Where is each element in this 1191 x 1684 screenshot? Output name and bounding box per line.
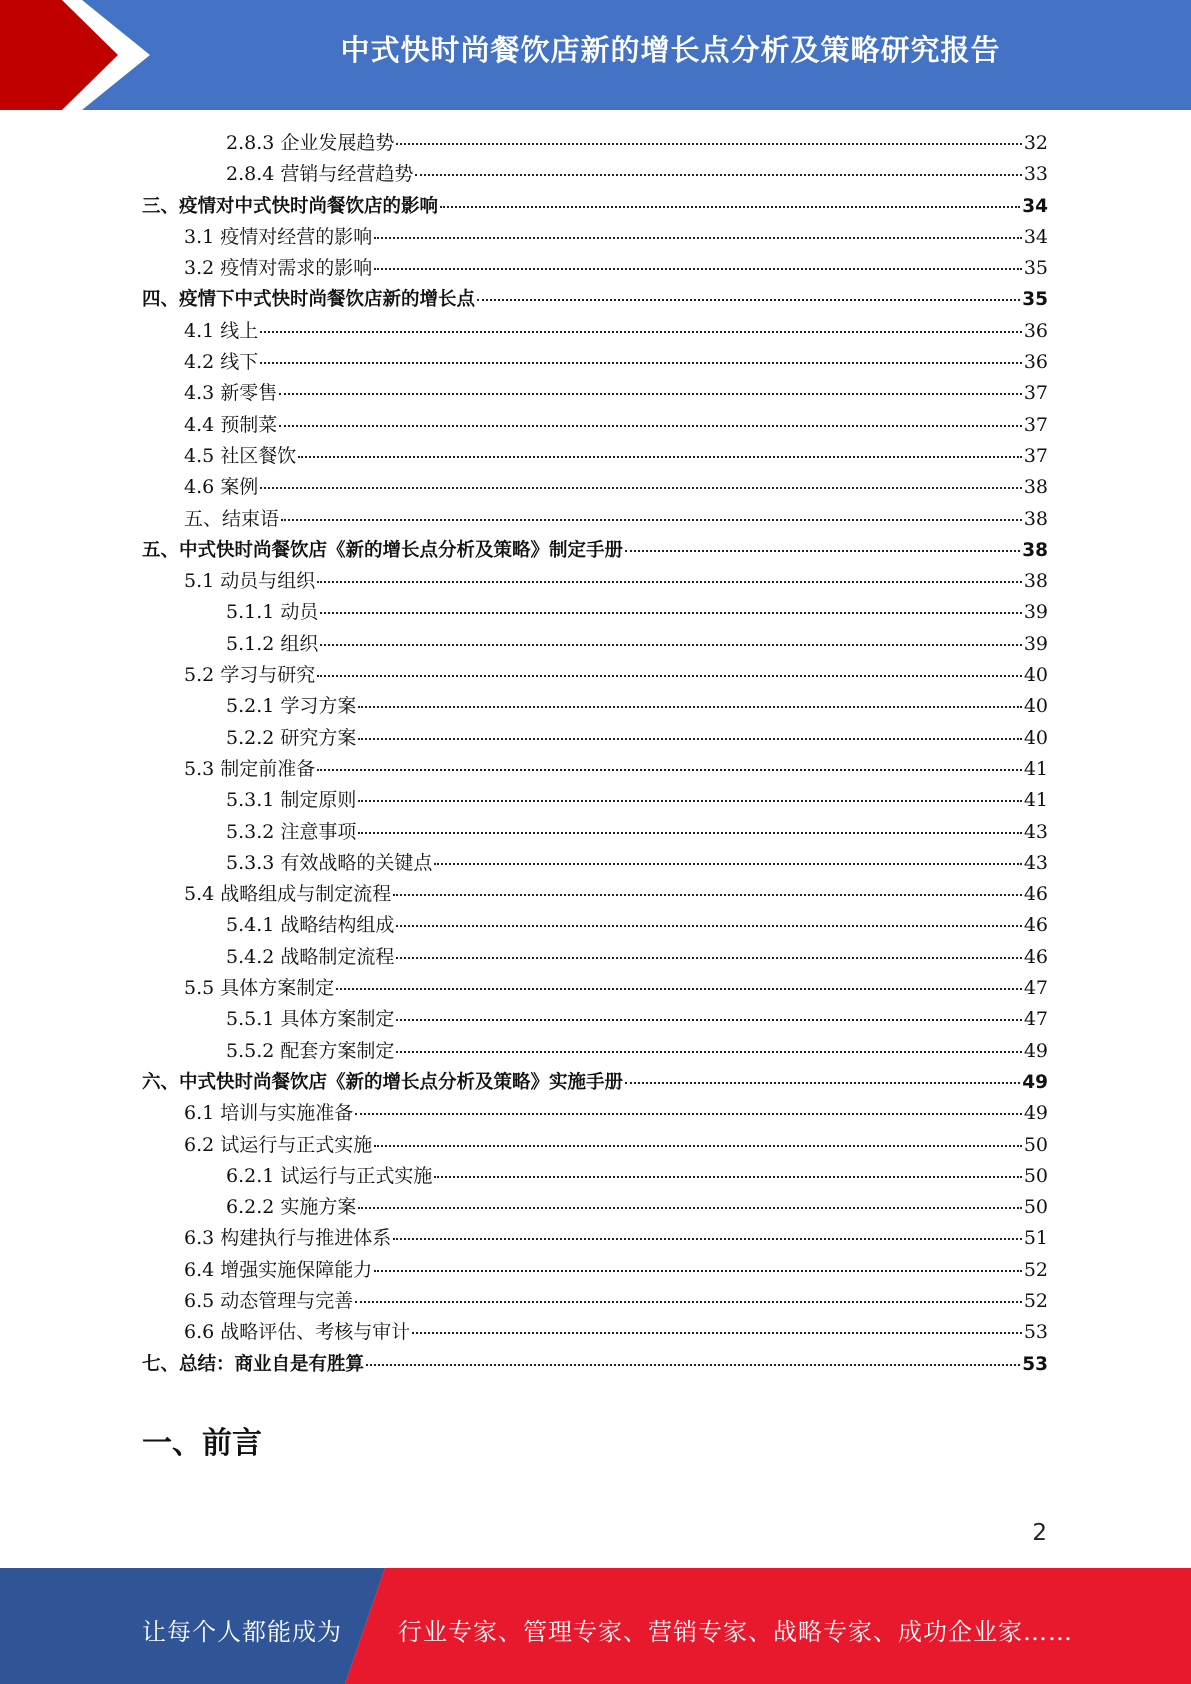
toc-entry-page: 33: [1023, 163, 1048, 186]
toc-entry-label: 4.2 线下: [184, 351, 259, 374]
toc-dot-leader: [434, 1175, 1021, 1178]
toc-entry-page: 38: [1023, 570, 1048, 593]
toc-entry-page: 40: [1023, 664, 1048, 687]
toc-entry-page: 37: [1023, 413, 1048, 436]
toc-entry-page: 43: [1023, 851, 1048, 874]
toc-dot-leader: [358, 737, 1021, 740]
toc-entry-page: 49: [1022, 1071, 1048, 1093]
toc-dot-leader: [396, 142, 1021, 145]
toc-dot-leader: [440, 205, 1020, 208]
section-heading: 一、前言: [142, 1426, 262, 1461]
toc-dot-leader: [396, 956, 1021, 959]
document-title: 中式快时尚餐饮店新的增长点分析及策略研究报告: [340, 33, 1001, 67]
toc-entry-page: 46: [1023, 883, 1048, 906]
toc-entry-page: 49: [1023, 1039, 1048, 1062]
toc-entry-page: 40: [1023, 695, 1048, 718]
toc-entry-label: 5.5 具体方案制定: [184, 977, 335, 1000]
toc-entry-label: 3.1 疫情对经营的影响: [184, 225, 373, 248]
toc-entry[interactable]: [142, 378, 1048, 409]
toc-entry-label: 3.2 疫情对需求的影响: [184, 257, 373, 280]
toc-entry-label: 6.2.1 试运行与正式实施: [226, 1164, 433, 1187]
toc-dot-leader: [279, 392, 1022, 395]
toc-entry[interactable]: [142, 284, 1048, 315]
toc-entry-label: 4.5 社区餐饮: [184, 444, 297, 467]
toc-entry-label: 三、疫情对中式快时尚餐饮店的影响: [142, 195, 439, 217]
toc-entry[interactable]: [142, 1223, 1048, 1254]
toc-entry-page: 37: [1023, 444, 1048, 467]
toc-entry-page: 51: [1023, 1227, 1048, 1250]
toc-dot-leader: [625, 549, 1020, 552]
toc-entry-label: 5.1 动员与组织: [184, 570, 316, 593]
toc-entry-label: 6.5 动态管理与完善: [184, 1289, 354, 1312]
toc-entry-page: 53: [1022, 1353, 1048, 1375]
toc-entry-page: 36: [1023, 351, 1048, 374]
toc-dot-leader: [358, 705, 1021, 708]
toc-dot-leader: [317, 768, 1022, 771]
toc-entry[interactable]: [142, 504, 1048, 535]
toc-entry[interactable]: [142, 1286, 1048, 1317]
toc-entry[interactable]: [142, 785, 1048, 816]
toc-entry[interactable]: [142, 723, 1048, 754]
toc-entry-label: 5.2.2 研究方案: [226, 726, 357, 749]
toc-entry-label: 4.4 预制菜: [184, 413, 278, 436]
toc-dot-leader: [279, 424, 1022, 427]
toc-entry-label: 七、总结：商业自是有胜算: [142, 1353, 365, 1375]
toc-dot-leader: [366, 1363, 1020, 1366]
toc-entry-page: 32: [1023, 132, 1048, 154]
toc-entry-label: 5.1.2 组织: [226, 632, 319, 655]
toc-entry-page: 37: [1023, 382, 1048, 405]
toc-entry[interactable]: [142, 566, 1048, 597]
toc-dot-leader: [320, 643, 1021, 646]
toc-entry[interactable]: [142, 222, 1048, 253]
toc-entry[interactable]: [142, 1098, 1048, 1129]
toc-entry[interactable]: [142, 879, 1048, 910]
toc-dot-leader: [281, 518, 1022, 521]
toc-dot-leader: [374, 267, 1022, 270]
toc-entry[interactable]: [142, 472, 1048, 503]
toc-dot-leader: [396, 924, 1021, 927]
toc-dot-leader: [415, 173, 1021, 176]
toc-entry-label: 5.3 制定前准备: [184, 757, 316, 780]
toc-entry-label: 五、中式快时尚餐饮店《新的增长点分析及策略》制定手册: [142, 539, 624, 561]
toc-entry-page: 38: [1023, 476, 1048, 499]
toc-entry[interactable]: [142, 1004, 1048, 1035]
toc-entry[interactable]: [142, 535, 1048, 566]
toc-entry[interactable]: [142, 629, 1048, 660]
toc-entry[interactable]: [142, 316, 1048, 347]
toc-entry-page: 39: [1023, 601, 1048, 624]
toc-entry-page: 39: [1023, 632, 1048, 655]
toc-entry-page: 53: [1023, 1321, 1048, 1344]
toc-entry-label: 五、结束语: [184, 507, 280, 530]
toc-entry-page: 36: [1023, 319, 1048, 342]
toc-entry-label: 6.4 增强实施保障能力: [184, 1258, 373, 1281]
toc-dot-leader: [358, 799, 1021, 802]
toc-entry-label: 5.3.2 注意事项: [226, 820, 357, 843]
toc-entry[interactable]: [142, 253, 1048, 284]
toc-dot-leader: [393, 1237, 1022, 1240]
toc-dot-leader: [396, 1018, 1021, 1021]
toc-entry-label: 5.5.2 配套方案制定: [226, 1039, 395, 1062]
toc-entry-label: 5.5.1 具体方案制定: [226, 1008, 395, 1031]
toc-dot-leader: [358, 1206, 1021, 1209]
toc-entry[interactable]: [142, 848, 1048, 879]
toc-dot-leader: [355, 1112, 1022, 1115]
toc-entry-page: 34: [1022, 195, 1048, 217]
toc-entry-label: 四、疫情下中式快时尚餐饮店新的增长点: [142, 289, 476, 311]
toc-entry-label: 5.3.1 制定原则: [226, 789, 357, 812]
toc-entry-label: 5.4 战略组成与制定流程: [184, 883, 392, 906]
toc-entry-page: 40: [1023, 726, 1048, 749]
toc-entry-page: 47: [1023, 1008, 1048, 1031]
toc-entry-page: 46: [1023, 945, 1048, 968]
toc-dot-leader: [260, 486, 1022, 489]
toc-dot-leader: [298, 455, 1022, 458]
toc-entry-label: 5.4.1 战略结构组成: [226, 914, 395, 937]
toc-entry[interactable]: [142, 1317, 1048, 1348]
toc-entry[interactable]: [142, 1349, 1048, 1380]
toc-entry[interactable]: [142, 910, 1048, 941]
toc-entry[interactable]: [142, 691, 1048, 722]
toc-entry-page: 52: [1023, 1289, 1048, 1312]
toc-entry-page: 38: [1022, 539, 1048, 561]
toc-dot-leader: [355, 1300, 1022, 1303]
toc-entry-label: 5.2.1 学习方案: [226, 695, 357, 718]
toc-dot-leader: [396, 1050, 1021, 1053]
toc-dot-leader: [393, 893, 1022, 896]
toc-dot-leader: [317, 580, 1022, 583]
toc-dot-leader: [320, 611, 1021, 614]
toc-entry-page: 38: [1023, 507, 1048, 530]
toc-dot-leader: [625, 1081, 1020, 1084]
toc-entry-page: 43: [1023, 820, 1048, 843]
toc-entry[interactable]: [142, 441, 1048, 472]
toc-entry-label: 2.8.4 营销与经营趋势: [226, 163, 414, 186]
toc-entry[interactable]: [142, 1036, 1048, 1067]
toc-dot-leader: [374, 1144, 1022, 1147]
toc-dot-leader: [260, 330, 1022, 333]
toc-entry-page: 50: [1023, 1164, 1048, 1187]
toc-entry-page: 41: [1023, 789, 1048, 812]
toc-entry-label: 4.1 线上: [184, 319, 259, 342]
toc-entry[interactable]: [142, 1255, 1048, 1286]
toc-dot-leader: [412, 1331, 1022, 1334]
toc-dot-leader: [336, 987, 1022, 990]
toc-entry-label: 5.2 学习与研究: [184, 664, 316, 687]
toc-entry[interactable]: [142, 159, 1048, 190]
toc-entry[interactable]: [142, 1130, 1048, 1161]
toc-entry-page: 35: [1023, 257, 1048, 280]
toc-entry-label: 六、中式快时尚餐饮店《新的增长点分析及策略》实施手册: [142, 1071, 624, 1093]
toc-entry[interactable]: [142, 410, 1048, 441]
toc-entry-label: 6.3 构建执行与推进体系: [184, 1227, 392, 1250]
toc-dot-leader: [374, 1269, 1022, 1272]
toc-entry[interactable]: [142, 942, 1048, 973]
toc-entry-page: 34: [1023, 225, 1048, 248]
toc-dot-leader: [317, 674, 1022, 677]
toc-entry-page: 35: [1022, 289, 1048, 311]
toc-dot-leader: [260, 361, 1022, 364]
toc-entry[interactable]: [142, 660, 1048, 691]
toc-entry-page: 41: [1023, 757, 1048, 780]
page-footer: [0, 1568, 1191, 1684]
toc-dot-leader: [434, 862, 1021, 865]
toc-entry[interactable]: [142, 1161, 1048, 1192]
toc-entry[interactable]: [142, 1192, 1048, 1223]
page-number: 2: [1032, 1520, 1047, 1546]
toc-entry-page: 46: [1023, 914, 1048, 937]
toc-entry-page: 47: [1023, 977, 1048, 1000]
toc-entry-label: 6.6 战略评估、考核与审计: [184, 1321, 411, 1344]
toc-entry-page: 52: [1023, 1258, 1048, 1281]
toc-entry[interactable]: [142, 817, 1048, 848]
page-header: [0, 0, 1191, 110]
toc-entry[interactable]: [142, 191, 1048, 222]
toc-entry-page: 50: [1023, 1133, 1048, 1156]
toc-dot-leader: [374, 236, 1022, 239]
table-of-contents: [142, 128, 1048, 1380]
toc-dot-leader: [358, 831, 1021, 834]
toc-dot-leader: [477, 298, 1020, 301]
toc-entry[interactable]: [142, 754, 1048, 785]
toc-entry-page: 50: [1023, 1196, 1048, 1219]
toc-entry[interactable]: [142, 347, 1048, 378]
toc-entry-label: 6.2.2 实施方案: [226, 1196, 357, 1219]
toc-entry-label: 4.3 新零售: [184, 382, 278, 405]
footer-slogan-right: 行业专家、管理专家、营销专家、战略专家、成功企业家……: [398, 1618, 1073, 1646]
toc-entry[interactable]: [142, 973, 1048, 1004]
toc-entry-page: 49: [1023, 1102, 1048, 1125]
toc-entry[interactable]: [142, 597, 1048, 628]
toc-entry-label: 2.8.3 企业发展趋势: [226, 132, 395, 154]
toc-entry-label: 5.4.2 战略制定流程: [226, 945, 395, 968]
toc-entry-label: 4.6 案例: [184, 476, 259, 499]
toc-entry-label: 6.1 培训与实施准备: [184, 1102, 354, 1125]
toc-entry[interactable]: [142, 128, 1048, 159]
footer-slogan-left: 让每个人都能成为: [142, 1618, 342, 1646]
header-arrow-decoration: [0, 0, 160, 110]
toc-entry[interactable]: [142, 1067, 1048, 1098]
toc-entry-label: 5.3.3 有效战略的关键点: [226, 851, 433, 874]
toc-entry-label: 5.1.1 动员: [226, 601, 319, 624]
toc-entry-label: 6.2 试运行与正式实施: [184, 1133, 373, 1156]
